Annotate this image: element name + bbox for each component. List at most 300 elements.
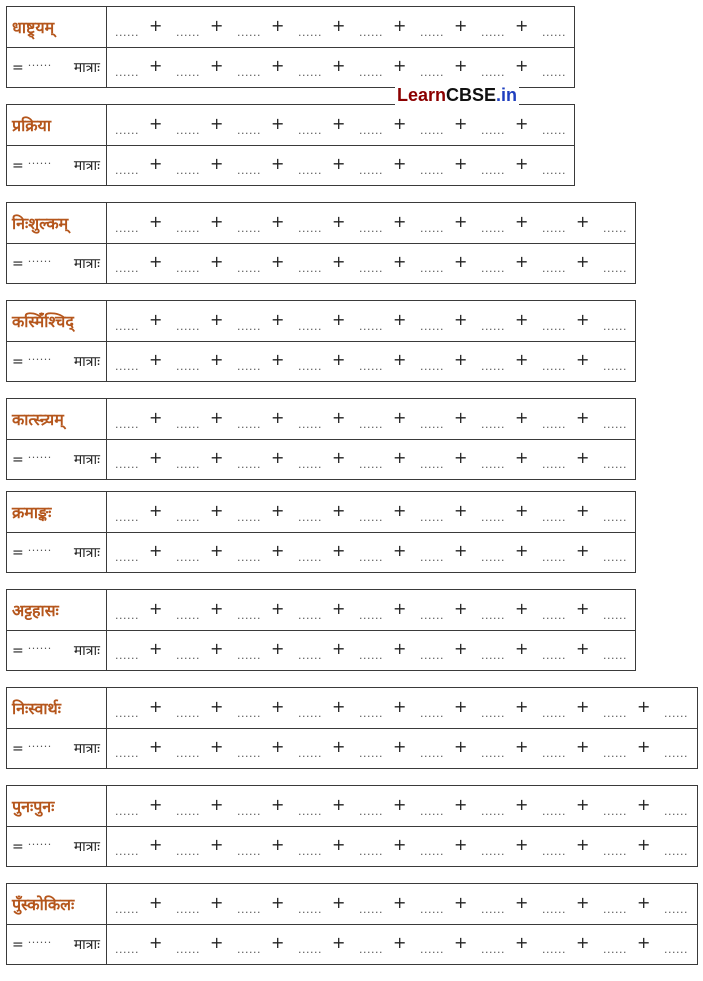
matra-blanks <box>107 146 576 185</box>
matra-blank[interactable]: ...... <box>603 943 627 956</box>
plus-sign: + <box>271 211 285 231</box>
plus-sign: + <box>210 252 224 271</box>
matra-total-blank[interactable]: ...... <box>27 154 52 167</box>
plus-sign: + <box>454 737 468 756</box>
matra-blank[interactable]: ...... <box>481 551 505 564</box>
plus-sign: + <box>149 448 163 467</box>
plus-sign: + <box>149 892 163 912</box>
plus-sign: + <box>637 696 651 716</box>
matra-blank[interactable]: ...... <box>237 262 261 275</box>
letter-blank[interactable]: ...... <box>298 608 322 622</box>
plus-sign: + <box>271 696 285 716</box>
letter-blank[interactable]: ...... <box>115 902 139 916</box>
plus-sign: + <box>210 113 224 133</box>
plus-sign: + <box>515 639 529 658</box>
matra-blank[interactable]: ...... <box>542 66 566 79</box>
plus-sign: + <box>271 639 285 658</box>
plus-sign: + <box>210 933 224 952</box>
letter-blank[interactable]: ...... <box>176 510 200 524</box>
letter-blank[interactable]: ...... <box>420 25 444 39</box>
letter-blank[interactable]: ...... <box>115 25 139 39</box>
plus-sign: + <box>515 15 529 35</box>
plus-sign: + <box>393 696 407 716</box>
plus-sign: + <box>332 598 346 618</box>
matra-blank[interactable]: ...... <box>542 943 566 956</box>
letter-blank[interactable]: ...... <box>603 417 627 431</box>
letter-blank[interactable]: ...... <box>115 510 139 524</box>
matra-blank[interactable]: ...... <box>542 262 566 275</box>
letter-blank[interactable]: ...... <box>481 902 505 916</box>
plus-sign: + <box>149 933 163 952</box>
letter-blank[interactable]: ...... <box>481 804 505 818</box>
plus-sign: + <box>210 309 224 329</box>
plus-sign: + <box>637 794 651 814</box>
plus-sign: + <box>149 56 163 75</box>
matra-blank[interactable]: ...... <box>481 360 505 373</box>
word-cell <box>7 7 107 47</box>
letter-blank[interactable]: ...... <box>481 510 505 524</box>
letter-blank[interactable]: ...... <box>176 902 200 916</box>
plus-sign: + <box>637 835 651 854</box>
matra-blank[interactable]: ...... <box>298 649 322 662</box>
letter-blank[interactable]: ...... <box>237 319 261 333</box>
plus-sign: + <box>576 598 590 618</box>
matra-label: मात्राः <box>73 452 100 468</box>
plus-sign: + <box>210 407 224 427</box>
letter-blank[interactable]: ...... <box>420 510 444 524</box>
word-cell <box>7 105 107 145</box>
sanskrit-word: निःशुल्कम् <box>12 214 69 233</box>
matra-blank[interactable]: ...... <box>420 845 444 858</box>
letter-blank[interactable]: ...... <box>603 221 627 235</box>
matra-blank[interactable]: ...... <box>481 164 505 177</box>
matra-blank[interactable]: ...... <box>542 649 566 662</box>
plus-sign: + <box>393 933 407 952</box>
letter-blank[interactable]: ...... <box>298 706 322 720</box>
matra-blank[interactable]: ...... <box>603 262 627 275</box>
plus-sign: + <box>271 541 285 560</box>
matra-blank[interactable]: ...... <box>237 747 261 760</box>
matra-total-cell <box>7 533 107 572</box>
matra-blank[interactable]: ...... <box>115 551 139 564</box>
matra-blank[interactable]: ...... <box>237 649 261 662</box>
matra-blank[interactable]: ...... <box>420 262 444 275</box>
matra-total-cell <box>7 925 107 964</box>
equals-sign: = <box>12 740 24 757</box>
plus-sign: + <box>210 154 224 173</box>
letter-blank[interactable]: ...... <box>481 25 505 39</box>
matra-blank[interactable]: ...... <box>481 262 505 275</box>
matra-blank[interactable]: ...... <box>603 649 627 662</box>
letter-blank[interactable]: ...... <box>359 510 383 524</box>
letter-blank[interactable]: ...... <box>298 902 322 916</box>
matra-blank[interactable]: ...... <box>603 360 627 373</box>
matra-blank[interactable]: ...... <box>237 360 261 373</box>
letter-blank[interactable]: ...... <box>359 706 383 720</box>
letter-blank[interactable]: ...... <box>176 123 200 137</box>
matra-blank[interactable]: ...... <box>542 845 566 858</box>
letter-blank[interactable]: ...... <box>603 902 627 916</box>
matra-blank[interactable]: ...... <box>603 845 627 858</box>
equals-sign: = <box>12 642 24 659</box>
matra-blank[interactable]: ...... <box>603 551 627 564</box>
plus-sign: + <box>332 15 346 35</box>
plus-sign: + <box>454 252 468 271</box>
plus-sign: + <box>454 892 468 912</box>
matra-blank[interactable]: ...... <box>420 649 444 662</box>
letter-blank[interactable]: ...... <box>481 706 505 720</box>
matra-total-cell <box>7 244 107 283</box>
letter-blank[interactable]: ...... <box>237 706 261 720</box>
letter-blank[interactable]: ...... <box>481 123 505 137</box>
letter-blank[interactable]: ...... <box>664 902 688 916</box>
letter-blank[interactable]: ...... <box>359 417 383 431</box>
matra-total-blank[interactable]: ...... <box>27 448 52 461</box>
matra-blank[interactable]: ...... <box>481 66 505 79</box>
letter-blank[interactable]: ...... <box>542 319 566 333</box>
plus-sign: + <box>515 252 529 271</box>
matra-blank[interactable]: ...... <box>542 551 566 564</box>
matra-row <box>7 630 635 670</box>
matra-blank[interactable]: ...... <box>542 458 566 471</box>
letter-blank[interactable]: ...... <box>298 417 322 431</box>
plus-sign: + <box>515 309 529 329</box>
equals-sign: = <box>12 353 24 370</box>
matra-blank[interactable]: ...... <box>115 747 139 760</box>
matra-row <box>7 924 697 964</box>
matra-blank[interactable]: ...... <box>359 66 383 79</box>
matra-blank[interactable]: ...... <box>298 164 322 177</box>
letter-blank[interactable]: ...... <box>237 608 261 622</box>
letter-blank[interactable]: ...... <box>603 608 627 622</box>
matra-blank[interactable]: ...... <box>298 66 322 79</box>
matra-total-blank[interactable]: ...... <box>27 541 52 554</box>
plus-sign: + <box>393 113 407 133</box>
matra-blank[interactable]: ...... <box>542 360 566 373</box>
plus-sign: + <box>332 541 346 560</box>
plus-sign: + <box>637 933 651 952</box>
plus-sign: + <box>576 211 590 231</box>
matra-blank[interactable]: ...... <box>481 845 505 858</box>
plus-sign: + <box>149 794 163 814</box>
matra-label: मात्राः <box>73 741 100 757</box>
letter-blank[interactable]: ...... <box>115 608 139 622</box>
equals-sign: = <box>12 59 24 76</box>
letter-blank[interactable]: ...... <box>603 510 627 524</box>
plus-sign: + <box>271 56 285 75</box>
letter-blank[interactable]: ...... <box>115 221 139 235</box>
letter-blank[interactable]: ...... <box>481 417 505 431</box>
letter-blank[interactable]: ...... <box>298 25 322 39</box>
letter-blank[interactable]: ...... <box>298 123 322 137</box>
letter-blank[interactable]: ...... <box>359 319 383 333</box>
matra-total-blank[interactable]: ...... <box>27 252 52 265</box>
matra-blank[interactable]: ...... <box>298 458 322 471</box>
matra-blank[interactable]: ...... <box>603 458 627 471</box>
matra-total-blank[interactable]: ...... <box>27 737 52 750</box>
letter-blank[interactable]: ...... <box>481 608 505 622</box>
letter-blanks <box>107 399 637 439</box>
plus-sign: + <box>149 113 163 133</box>
letter-blank[interactable]: ...... <box>420 417 444 431</box>
word-cell <box>7 590 107 630</box>
letter-blanks <box>107 590 637 630</box>
matra-blank[interactable]: ...... <box>298 360 322 373</box>
matra-total-blank[interactable]: ...... <box>27 835 52 848</box>
letter-blank[interactable]: ...... <box>115 319 139 333</box>
letter-blank[interactable]: ...... <box>237 902 261 916</box>
matra-blank[interactable]: ...... <box>359 458 383 471</box>
plus-sign: + <box>515 541 529 560</box>
matra-label: मात्राः <box>73 256 100 272</box>
letter-blank[interactable]: ...... <box>542 221 566 235</box>
matra-blank[interactable]: ...... <box>115 360 139 373</box>
sanskrit-word: कात्स्न्र्यम् <box>12 410 64 429</box>
matra-blank[interactable]: ...... <box>420 360 444 373</box>
plus-sign: + <box>515 211 529 231</box>
matra-label: मात्राः <box>73 839 100 855</box>
matra-blank[interactable]: ...... <box>359 943 383 956</box>
letter-blank[interactable]: ...... <box>115 706 139 720</box>
matra-blank[interactable]: ...... <box>115 164 139 177</box>
plus-sign: + <box>332 500 346 520</box>
letter-blank[interactable]: ...... <box>298 221 322 235</box>
letter-blank[interactable]: ...... <box>115 123 139 137</box>
plus-sign: + <box>210 15 224 35</box>
matra-blank[interactable]: ...... <box>298 747 322 760</box>
matra-row <box>7 341 635 381</box>
letter-blank[interactable]: ...... <box>237 417 261 431</box>
matra-blank[interactable]: ...... <box>176 458 200 471</box>
matra-blank[interactable]: ...... <box>298 943 322 956</box>
matra-blank[interactable]: ...... <box>359 649 383 662</box>
letter-blank[interactable]: ...... <box>542 25 566 39</box>
matra-label: मात्राः <box>73 354 100 370</box>
matra-blank[interactable]: ...... <box>115 262 139 275</box>
matra-blank[interactable]: ...... <box>176 66 200 79</box>
matra-total-blank[interactable]: ...... <box>27 56 52 69</box>
letter-blank[interactable]: ...... <box>115 804 139 818</box>
matra-blank[interactable]: ...... <box>176 845 200 858</box>
matra-blank[interactable]: ...... <box>176 164 200 177</box>
matra-blank[interactable]: ...... <box>176 943 200 956</box>
plus-sign: + <box>515 407 529 427</box>
word-cell <box>7 492 107 532</box>
matra-blank[interactable]: ...... <box>420 943 444 956</box>
matra-blank[interactable]: ...... <box>176 262 200 275</box>
plus-sign: + <box>271 448 285 467</box>
plus-sign: + <box>393 500 407 520</box>
matra-blanks <box>107 48 576 87</box>
letter-blank[interactable]: ...... <box>542 902 566 916</box>
matra-blank[interactable]: ...... <box>237 845 261 858</box>
matra-blank[interactable]: ...... <box>176 649 200 662</box>
plus-sign: + <box>210 350 224 369</box>
letter-blank[interactable]: ...... <box>359 221 383 235</box>
letter-blank[interactable]: ...... <box>176 221 200 235</box>
plus-sign: + <box>393 794 407 814</box>
letter-blank[interactable]: ...... <box>298 319 322 333</box>
matra-blank[interactable]: ...... <box>359 262 383 275</box>
letter-blank[interactable]: ...... <box>115 417 139 431</box>
sanskrit-word: पुँस्कोकिलः <box>12 895 75 914</box>
plus-sign: + <box>515 598 529 618</box>
plus-sign: + <box>576 309 590 329</box>
plus-sign: + <box>393 309 407 329</box>
letter-blank[interactable]: ...... <box>664 804 688 818</box>
matra-blank[interactable]: ...... <box>542 164 566 177</box>
matra-blank[interactable]: ...... <box>359 747 383 760</box>
letter-blank[interactable]: ...... <box>298 510 322 524</box>
matra-blank[interactable]: ...... <box>481 458 505 471</box>
letter-blank[interactable]: ...... <box>359 902 383 916</box>
letter-blank[interactable]: ...... <box>176 608 200 622</box>
letter-blank[interactable]: ...... <box>176 804 200 818</box>
word-row <box>7 884 697 924</box>
plus-sign: + <box>210 598 224 618</box>
letter-blank[interactable]: ...... <box>481 221 505 235</box>
matra-blank[interactable]: ...... <box>237 551 261 564</box>
letter-blank[interactable]: ...... <box>176 417 200 431</box>
word-cell <box>7 301 107 341</box>
matra-blank[interactable]: ...... <box>420 551 444 564</box>
letter-blank[interactable]: ...... <box>420 319 444 333</box>
plus-sign: + <box>332 639 346 658</box>
matra-blank[interactable]: ...... <box>237 164 261 177</box>
matra-blank[interactable]: ...... <box>542 747 566 760</box>
matra-blank[interactable]: ...... <box>176 360 200 373</box>
matra-blank[interactable]: ...... <box>664 845 688 858</box>
plus-sign: + <box>454 598 468 618</box>
letter-blank[interactable]: ...... <box>359 804 383 818</box>
matra-blanks <box>107 827 698 866</box>
letter-blank[interactable]: ...... <box>420 902 444 916</box>
letter-blank[interactable]: ...... <box>664 706 688 720</box>
letter-blank[interactable]: ...... <box>420 221 444 235</box>
letter-blank[interactable]: ...... <box>237 221 261 235</box>
matra-blank[interactable]: ...... <box>359 164 383 177</box>
letter-blank[interactable]: ...... <box>420 123 444 137</box>
matra-blank[interactable]: ...... <box>481 943 505 956</box>
matra-blank[interactable]: ...... <box>420 747 444 760</box>
plus-sign: + <box>149 835 163 854</box>
exercise-table <box>6 687 698 769</box>
plus-sign: + <box>393 15 407 35</box>
plus-sign: + <box>332 252 346 271</box>
matra-blank[interactable]: ...... <box>115 458 139 471</box>
plus-sign: + <box>210 737 224 756</box>
letter-blank[interactable]: ...... <box>237 510 261 524</box>
matra-blank[interactable]: ...... <box>420 164 444 177</box>
letter-blank[interactable]: ...... <box>481 319 505 333</box>
letter-blank[interactable]: ...... <box>603 804 627 818</box>
plus-sign: + <box>515 933 529 952</box>
matra-blank[interactable]: ...... <box>176 551 200 564</box>
letter-blank[interactable]: ...... <box>176 706 200 720</box>
matra-blank[interactable]: ...... <box>664 747 688 760</box>
matra-blank[interactable]: ...... <box>115 845 139 858</box>
matra-total-cell <box>7 827 107 866</box>
letter-blanks <box>107 301 637 341</box>
matra-blank[interactable]: ...... <box>115 66 139 79</box>
letter-blank[interactable]: ...... <box>237 804 261 818</box>
matra-blank[interactable]: ...... <box>237 66 261 79</box>
matra-blank[interactable]: ...... <box>359 551 383 564</box>
matra-blank[interactable]: ...... <box>298 262 322 275</box>
letter-blank[interactable]: ...... <box>542 706 566 720</box>
letter-blank[interactable]: ...... <box>542 608 566 622</box>
letter-blank[interactable]: ...... <box>237 25 261 39</box>
letter-blank[interactable]: ...... <box>237 123 261 137</box>
plus-sign: + <box>454 113 468 133</box>
letter-blanks <box>107 786 698 826</box>
matra-blank[interactable]: ...... <box>481 649 505 662</box>
letter-blank[interactable]: ...... <box>420 608 444 622</box>
letter-blank[interactable]: ...... <box>359 25 383 39</box>
word-row <box>7 688 697 728</box>
matra-blank[interactable]: ...... <box>359 360 383 373</box>
matra-blank[interactable]: ...... <box>115 649 139 662</box>
word-row <box>7 105 574 145</box>
matra-total-blank[interactable]: ...... <box>27 350 52 363</box>
matra-blank[interactable]: ...... <box>176 747 200 760</box>
letter-blank[interactable]: ...... <box>420 706 444 720</box>
matra-blanks <box>107 533 637 572</box>
plus-sign: + <box>210 794 224 814</box>
letter-blank[interactable]: ...... <box>542 417 566 431</box>
matra-blank[interactable]: ...... <box>237 943 261 956</box>
letter-blank[interactable]: ...... <box>603 706 627 720</box>
letter-blank[interactable]: ...... <box>603 319 627 333</box>
equals-sign: = <box>12 157 24 174</box>
plus-sign: + <box>332 794 346 814</box>
letter-blank[interactable]: ...... <box>542 123 566 137</box>
matra-blank[interactable]: ...... <box>481 747 505 760</box>
letter-blanks <box>107 884 698 924</box>
plus-sign: + <box>454 541 468 560</box>
plus-sign: + <box>271 15 285 35</box>
plus-sign: + <box>454 835 468 854</box>
letter-blank[interactable]: ...... <box>542 804 566 818</box>
letter-blank[interactable]: ...... <box>359 123 383 137</box>
matra-total-blank[interactable]: ...... <box>27 639 52 652</box>
matra-blank[interactable]: ...... <box>420 66 444 79</box>
sanskrit-word: धाष्ट्र्यम् <box>12 18 55 37</box>
matra-blank[interactable]: ...... <box>237 458 261 471</box>
letter-blank[interactable]: ...... <box>176 25 200 39</box>
matra-blank[interactable]: ...... <box>420 458 444 471</box>
matra-total-blank[interactable]: ...... <box>27 933 52 946</box>
plus-sign: + <box>576 737 590 756</box>
letter-blank[interactable]: ...... <box>359 608 383 622</box>
letter-blank[interactable]: ...... <box>176 319 200 333</box>
plus-sign: + <box>149 211 163 231</box>
matra-blank[interactable]: ...... <box>664 943 688 956</box>
matra-blanks <box>107 440 637 479</box>
matra-blank[interactable]: ...... <box>115 943 139 956</box>
letter-blank[interactable]: ...... <box>298 804 322 818</box>
matra-blank[interactable]: ...... <box>298 845 322 858</box>
matra-blank[interactable]: ...... <box>298 551 322 564</box>
plus-sign: + <box>393 350 407 369</box>
letter-blank[interactable]: ...... <box>420 804 444 818</box>
sanskrit-word: प्रक्रिया <box>12 116 51 135</box>
plus-sign: + <box>149 407 163 427</box>
matra-blank[interactable]: ...... <box>603 747 627 760</box>
word-row <box>7 590 635 630</box>
matra-blank[interactable]: ...... <box>359 845 383 858</box>
letter-blank[interactable]: ...... <box>542 510 566 524</box>
